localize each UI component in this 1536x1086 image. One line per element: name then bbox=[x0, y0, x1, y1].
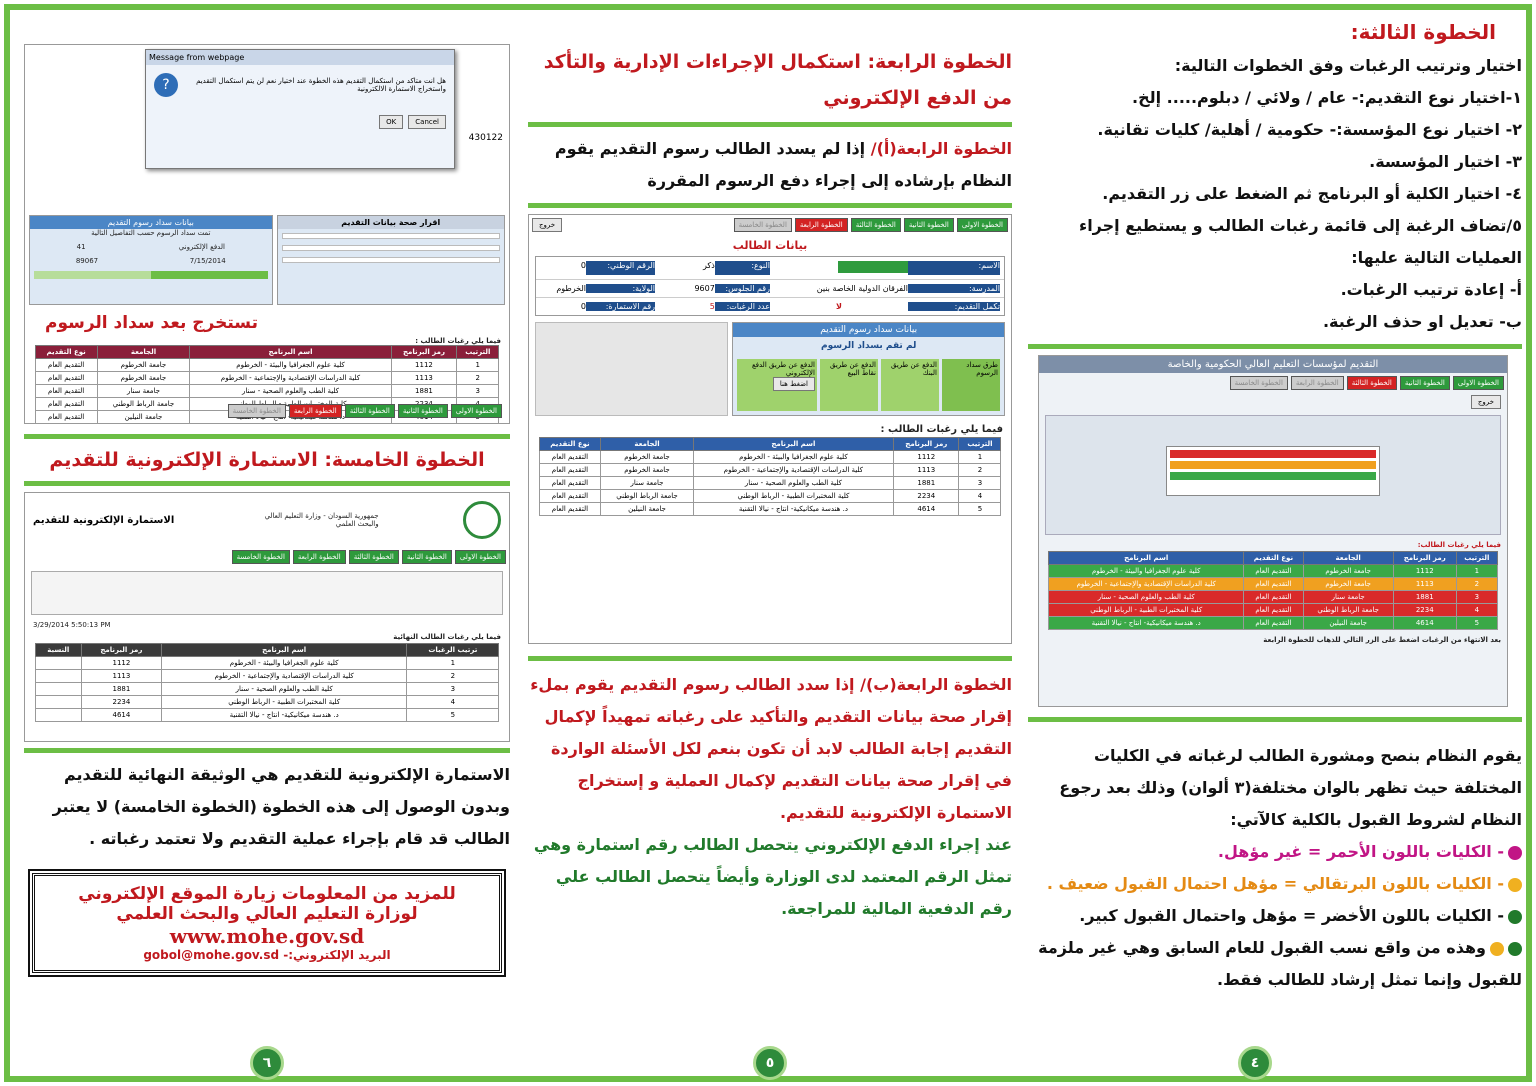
color-dot-icon bbox=[1508, 878, 1522, 892]
step4-heading: الخطوة الرابعة: استكمال الإجراءات الإدارية والتأكد من الدفع الإلكتروني bbox=[543, 51, 1012, 109]
wishes-table: الترتيب رمز البرنامج اسم البرنامج الجامعة نوع التقديم 1 1112 كلية علوم الجغرافيا والبيئة - الخرطوم جامعة الخرطوم التقديم العام 2 1113 كلية الدراسات الإقتصادية والإجتماعية - الخرطوم جامعة الخرطوم التقديم العام 3 1881 كلية الطب والعلوم الصحية - سنار جامعة سنار التقديم العام 4 2234 كلية المختبرات الطبية - الرباط الوطني جامعة الرباط الوطني التقديم العام 5 4614 د. هندسة ميكانيكية- انتاج - نيالا التقنية جامعة النيلين التقديم العام bbox=[539, 437, 1002, 516]
step3-item: ب- تعديل او حذف الرغبة. bbox=[1322, 312, 1522, 331]
list-title: فيما يلي رغبات الطالب : bbox=[880, 424, 1003, 435]
table-row: 4 2234 كلية المختبرات الطبية - الرباط الوطني جامعة الرباط الوطني التقديم العام bbox=[539, 490, 1001, 503]
step-tab[interactable]: الخطوة الخامسة bbox=[228, 404, 286, 418]
table-row: 4 كلية المختبرات الطبية - الرباط الوطني 2234 bbox=[35, 696, 499, 709]
page-number: ٦ bbox=[250, 1046, 284, 1080]
step3-item: ١-اختيار نوع التقديم:- عام / ولائي / دبلوم..... إلخ. bbox=[1131, 88, 1522, 107]
step3-item: أ- إعادة ترتيب الرغبات. bbox=[1340, 280, 1522, 299]
column-step5 bbox=[24, 14, 510, 1072]
table-row[interactable]: 4 2234 جامعة الرباط الوطني التقديم العام كلية المختبرات الطبية - الرباط الوطني bbox=[1049, 604, 1497, 617]
step5-body: الاستمارة الإلكترونية للتقديم هي الوثيقة النهائية للتقديم وبدون الوصول إلى هذه الخطوة (الخطوة الخامسة) لا يعتبر الطالب قد قام بإجراء عملية التقديم ولا تعتمد رغباته . bbox=[52, 765, 510, 848]
step3-note: وهذه من واقع نسب القبول للعام السابق وهي غير ملزمة للقبول وإنما تمثل إرشاد للطالب فقط. bbox=[1038, 938, 1522, 989]
step3-item: ٥/تضاف الرغبة إلى قائمة رغبات الطالب و يستطيع إجراء العمليات التالية عليها: bbox=[1079, 216, 1522, 267]
step-tab[interactable]: الخطوة الرابعة bbox=[289, 404, 342, 418]
student-title: بيانات الطالب bbox=[732, 239, 808, 252]
divider bbox=[24, 748, 510, 753]
step-tab[interactable]: الخطوة الثالثة bbox=[1347, 376, 1397, 390]
step5-heading: الخطوة الخامسة: الاستمارة الإلكترونية للتقديم bbox=[49, 449, 485, 471]
table-row: 2 1113 كلية الدراسات الإقتصادية والإجتماعية - الخرطوم جامعة الخرطوم التقديم العام bbox=[539, 464, 1001, 477]
step-tab[interactable]: الخطوة الثالثة bbox=[345, 404, 395, 418]
step3-item: ٣- اختيار المؤسسة. bbox=[1369, 152, 1522, 171]
step-tab[interactable]: الخطوة الاولى bbox=[957, 218, 1008, 232]
table-row[interactable]: 1 1112 جامعة الخرطوم التقديم العام كلية علوم الجغرافيا والبيئة - الخرطوم bbox=[1049, 565, 1497, 578]
table-row: 1 كلية علوم الجغرافيا والبيئة - الخرطوم 1112 bbox=[35, 657, 499, 670]
divider bbox=[528, 122, 1012, 127]
step-tab[interactable]: الخطوة الاولى bbox=[1453, 376, 1504, 390]
step4b-text: الخطوة الرابعة(ب)/ إذا سدد الطالب رسوم التقديم يقوم بملء إقرار صحة بيانات التقديم والتأكيد على رغباته تمهيداً لإكمال التقديم إجابة الطالب لابد أن تكون بنعم لكل الأسئلة الواردة في إقرار صحة بيانات التقديم لإكمال العملية و إستخراج الاستمارة الإلكترونية للتقديم. bbox=[530, 675, 1012, 822]
color-dot-icon bbox=[1508, 846, 1522, 860]
page-number: ٥ bbox=[753, 1046, 787, 1080]
page-number: ٤ bbox=[1238, 1046, 1272, 1080]
wishes-table: الترتيب رمز البرنامج اسم البرنامج الجامعة نوع التقديم 1 1112 كلية علوم الجغرافيا والبيئة - الخرطوم جامعة الخرطوم التقديم العام 2 1113 كلية الدراسات الإقتصادية والإجتماعية - الخرطوم جامعة الخرطوم التقديم العام 3 1881 كلية الطب والعلوم الصحية - سنار جامعة سنار التقديم العام جامعة الرباط الوطني التقديم العام د. جامعة النيلين التقديم العام bbox=[35, 345, 500, 424]
website-link[interactable]: www.mohe.gov.sd bbox=[169, 924, 365, 948]
orange-dot-icon bbox=[1490, 942, 1504, 956]
final-wishes-table: ترتيب الرغبات اسم البرنامج رمز البرنامج النسبة 1 كلية علوم الجغرافيا والبيئة - الخرطوم 1112 2 كلية الدراسات الإقتصادية والإجتماعية - الخرطوم 1113 3 كلية الطب والعلوم الصحية - سنار 1881 4 كلية المختبرات الطبية - الرباط الوطني 2234 5 د. هندسة ميكانيكية- انتاج - نيالا التقنية 4614 bbox=[35, 643, 500, 722]
step-tab[interactable]: الخطوة الثانية bbox=[402, 550, 452, 564]
table-row: 2 كلية الدراسات الإقتصادية والإجتماعية - الخرطوم 1113 bbox=[35, 670, 499, 683]
wish-form bbox=[1045, 415, 1501, 535]
form-number: 430122 bbox=[468, 133, 503, 143]
legend-item: - الكليات باللون الأخضر = مؤهل واحتمال القبول كبير. bbox=[1028, 900, 1522, 932]
ok-button[interactable]: OK bbox=[379, 115, 403, 129]
color-legend bbox=[1028, 836, 1522, 932]
email-line: البريد الإلكتروني:- gobol@mohe.gov.sd bbox=[143, 948, 391, 962]
table-row: 2 1113 كلية الدراسات الإقتصادية والإجتماعية - الخرطوم جامعة الخرطوم التقديم العام bbox=[35, 372, 499, 385]
table-row: د. جامعة النيلين التقديم العام bbox=[35, 411, 499, 424]
table-row: 5 د. هندسة ميكانيكية- انتاج - نيالا التقنية 4614 bbox=[35, 709, 499, 722]
divider bbox=[528, 656, 1012, 661]
table-row[interactable]: 5 4614 جامعة النيلين التقديم العام د. هندسة ميكانيكية- انتاج - نيالا التقنية bbox=[1049, 617, 1497, 630]
shot-footer: بعد الانتهاء من الرغبات اضغط على الزر التالي للذهاب للخطوة الرابعة bbox=[1263, 636, 1501, 644]
table-row: 3 1881 كلية الطب والعلوم الصحية - سنار جامعة سنار التقديم العام bbox=[539, 477, 1001, 490]
pay-button[interactable]: اضغط هنا bbox=[773, 377, 815, 391]
cancel-button[interactable]: Cancel bbox=[408, 115, 446, 129]
step-tab[interactable]: الخطوة الخامسة bbox=[734, 218, 792, 232]
step3-item: ٢- اختيار نوع المؤسسة:- حكومية / أهلية/ كليات تقانية. bbox=[1097, 120, 1522, 139]
green-dot-icon bbox=[1508, 942, 1522, 956]
message-dialog: Message from webpage ? هل انت متاكد من استكمال التقديم هذه الخطوة عند اختيار نعم لن يتم استكمال التقديم واستخراج الاستمارة الالكترونية OK Cancel bbox=[145, 49, 455, 169]
table-row: 1 1112 كلية علوم الجغرافيا والبيئة - الخرطوم جامعة الخرطوم التقديم العام bbox=[35, 359, 499, 372]
table-row[interactable]: 2 1113 جامعة الخرطوم التقديم العام كلية الدراسات الإقتصادية والإجتماعية - الخرطوم bbox=[1049, 578, 1497, 591]
step-tab[interactable]: الخطوة الثانية bbox=[398, 404, 448, 418]
screenshot-eform: جمهورية السودان - وزارة التعليم العالي والبحث العلمي الاستمارة الإلكترونية للتقديم الخطوة الاولى الخطوة الثانية الخطوة الثالثة الخطوة الرابعة الخطوة الخامسة 3/29/2014 5:50:13 PM فيما يلي رغبات الطالب النهائية ترتيب الرغبات اسم البرنامج رمز البرنامج النسبة 1 كلية علوم الجغرافيا والبيئة - الخرطوم 1112 2 كلية الدراسات الإقتصادية والإجتماعية - الخرطوم 1113 3 كلية الطب والعلوم الصحية - سنار 1881 4 كلية المختبرات الطبية - الرباط الوطني 2234 5 د. هندسة ميكانيكية- انتاج - نيالا التقنية 4614 bbox=[24, 492, 510, 742]
step-tab[interactable]: الخطوة الاولى bbox=[451, 404, 502, 418]
info-line2: لوزارة التعليم العالي والبحث العلمي bbox=[116, 904, 418, 924]
step-tab[interactable]: الخطوة الخامسة bbox=[232, 550, 290, 564]
column-step3 bbox=[1028, 14, 1522, 1072]
step-bar bbox=[25, 547, 509, 567]
fees-panel: بيانات سداد رسوم التقديم لم تقم بسداد الرسوم طرق سداد الرسوم الدفع عن طريق البنك الدفع عن طريق نقاط البيع الدفع عن طريق الدفع الإلكتروني اضغط هنا bbox=[732, 322, 1005, 416]
divider bbox=[528, 203, 1012, 208]
fees-panel: بيانات سداد رسوم التقديم تمت سداد الرسوم حسب التفاصيل التالية الدفع الإلكتروني 41 7/15/2014 89067 bbox=[29, 215, 273, 305]
step3-item: ٤- اختيار الكلية أو البرنامج ثم الضغط على زر التقديم. bbox=[1102, 184, 1522, 203]
column-step4 bbox=[528, 14, 1012, 1072]
step3-body: يقوم النظام بنصح ومشورة الطالب لرغباته في الكليات المختلفة حيث تظهر بالوان مختلفة(٣ ألوان) وذلك بعد رجوع النظام لشروط القبول بالكلية كالآتي: bbox=[1059, 746, 1522, 829]
exit-button[interactable]: خروج bbox=[532, 218, 562, 232]
step-bar bbox=[225, 401, 505, 421]
step4a-text: الخطوة الرابعة(أ)/ إذا لم يسدد الطالب رسوم التقديم يقوم النظام بإرشاده إلى إجراء دفع الرسوم المقررة bbox=[554, 139, 1012, 190]
table-row: 1 1112 كلية علوم الجغرافيا والبيئة - الخرطوم جامعة الخرطوم التقديم العام bbox=[539, 451, 1001, 464]
step-tab[interactable]: الخطوة الثالثة bbox=[349, 550, 399, 564]
screenshot-wishes bbox=[1038, 355, 1508, 707]
step-tab[interactable]: الخطوة الثانية bbox=[1400, 376, 1450, 390]
step-tab[interactable]: الخطوة الثالثة bbox=[851, 218, 901, 232]
email-link[interactable]: gobol@mohe.gov.sd bbox=[143, 948, 280, 962]
declaration-panel: اقرار صحة بيانات التقديم bbox=[277, 215, 505, 305]
info-box bbox=[32, 873, 502, 973]
wishes-table: الترتيب رمز البرنامج الجامعة نوع التقديم اسم البرنامج 1 1112 جامعة الخرطوم التقديم العام كلية علوم الجغرافيا والبيئة - الخرطوم 2 1113 جامعة الخرطوم التقديم العام كلية الدراسات الإقتصادية والإجتماعية - الخرطوم 3 1881 جامعة سنار التقديم العام كلية الطب والعلوم الصحية - سنار 4 2234 جامعة الرباط الوطني التقديم العام كلية المختبرات الطبية - الرباط الوطني 5 4614 جامعة النيلين التقديم العام د. هندسة ميكانيكية- انتاج - نيالا التقنية bbox=[1048, 551, 1497, 630]
step-tab[interactable]: الخطوة الرابعة bbox=[795, 218, 848, 232]
exit-button[interactable]: خروج bbox=[1471, 395, 1501, 409]
legend-item: - الكليات باللون الأحمر = غير مؤهل. bbox=[1028, 836, 1522, 868]
table-row[interactable]: 3 1881 جامعة سنار التقديم العام كلية الطب والعلوم الصحية - سنار bbox=[1049, 591, 1497, 604]
color-dot-icon bbox=[1508, 910, 1522, 924]
step-tab[interactable]: الخطوة الاولى bbox=[455, 550, 506, 564]
legend-item: - الكليات باللون البرتقالي = مؤهل احتمال القبول ضعيف . bbox=[1028, 868, 1522, 900]
table-row: 3 كلية الطب والعلوم الصحية - سنار 1881 bbox=[35, 683, 499, 696]
divider bbox=[24, 481, 510, 486]
step-tab[interactable]: الخطوة الرابعة bbox=[1291, 376, 1344, 390]
step-tab[interactable]: الخطوة الرابعة bbox=[293, 550, 346, 564]
step3-heading: الخطوة الثالثة: bbox=[1350, 20, 1496, 44]
step3-list bbox=[1028, 82, 1522, 338]
question-icon: ? bbox=[154, 73, 178, 97]
step4b-text2: عند إجراء الدفع الإلكتروني يتحصل الطالب رقم استمارة وهي تمثل الرقم المعتمد لدى الوزارة وأيضاً يتحصل الطالب علي رقم الدفعية المالية للمراجعة. bbox=[533, 835, 1012, 918]
list-title: فيما يلي رغبات الطالب : bbox=[415, 337, 501, 345]
screenshot-declaration bbox=[24, 44, 510, 424]
shot-title: التقديم لمؤسسات التعليم العالي الحكومية والخاصة bbox=[1039, 356, 1507, 373]
step-bar bbox=[1039, 373, 1507, 393]
step3-intro: اختيار وترتيب الرغبات وفق الخطوات التالية: bbox=[1174, 56, 1522, 75]
divider bbox=[1028, 344, 1522, 349]
table-row: 5 4614 د. هندسة ميكانيكية- انتاج - نيالا التقنية جامعة النيلين التقديم العام bbox=[539, 503, 1001, 516]
step-tab[interactable]: الخطوة الخامسة bbox=[1230, 376, 1288, 390]
table-row: 3 1881 كلية الطب والعلوم الصحية - سنار جامعة سنار التقديم العام bbox=[35, 385, 499, 398]
step-tab[interactable]: الخطوة الثانية bbox=[904, 218, 954, 232]
divider bbox=[24, 434, 510, 439]
screenshot-fees bbox=[528, 214, 1012, 644]
table-row: جامعة الرباط الوطني التقديم العام bbox=[35, 398, 499, 411]
ministry-logo-icon bbox=[463, 501, 501, 539]
overlay-note: تستخرج بعد سداد الرسوم bbox=[45, 313, 258, 333]
list-title: فيما يلي رغبات الطالب: bbox=[1417, 541, 1501, 549]
step-bar bbox=[734, 218, 1008, 232]
info-line1: للمزيد من المعلومات زيارة الموقع الإلكتروني bbox=[78, 884, 456, 904]
student-info: الاسم: النوع: ذكر الرقم الوطني: 0 المدرسة: الفرقان الدولية الخاصة بنين رقم الجلوس: 9607 الولاية: الخرطوم تكمل التقديم: لا عدد الرغبات: 5 رقم الاستمارة: 0 bbox=[535, 256, 1005, 316]
divider bbox=[1028, 717, 1522, 722]
